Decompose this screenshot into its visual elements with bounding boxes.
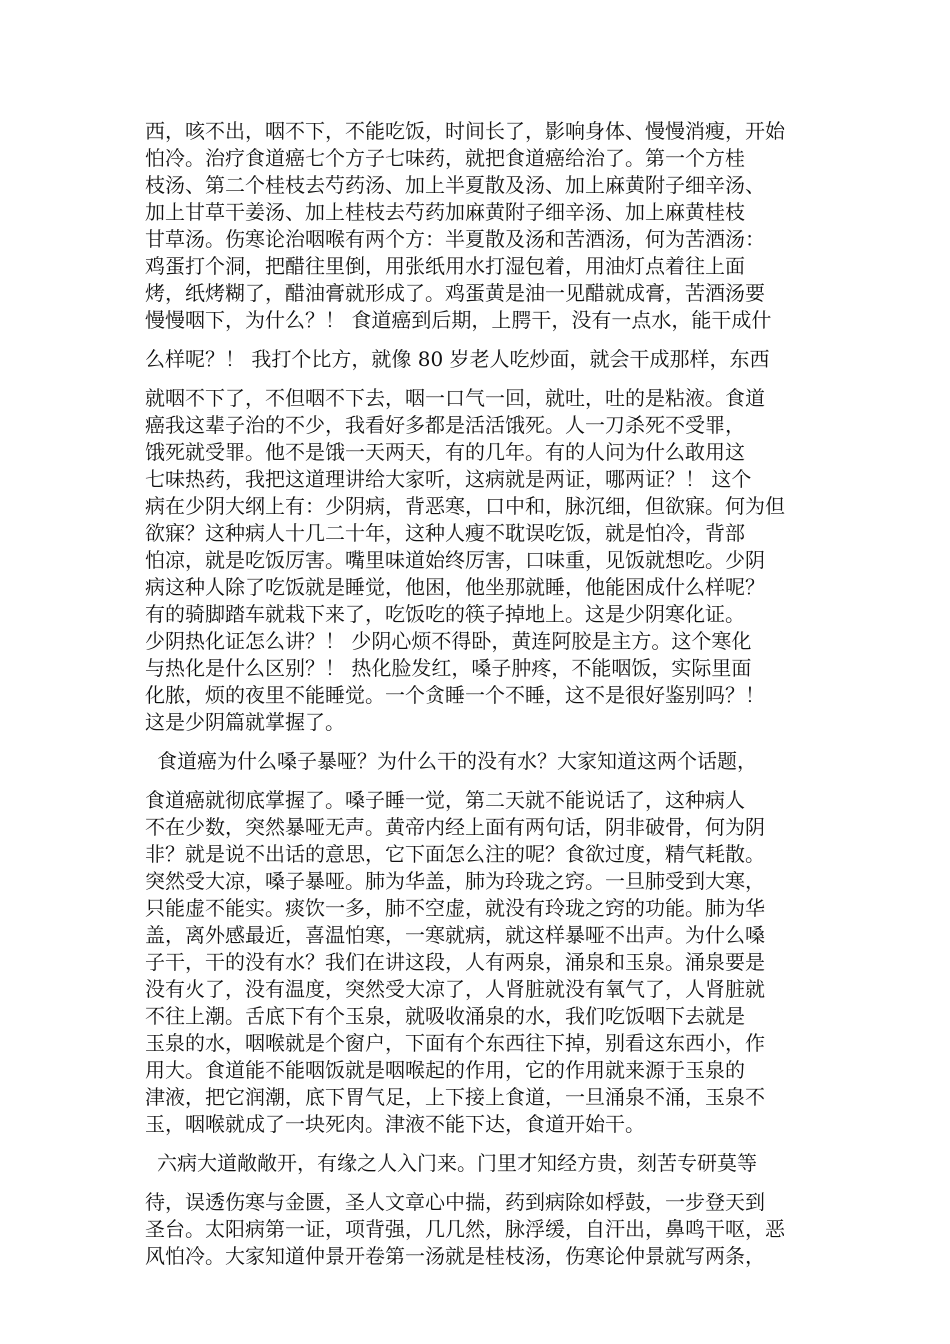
text-line: 非？就是说不出话的意思，它下面怎么注的呢？食欲过度，精气耗散。	[145, 842, 765, 866]
text-line: 圣台。太阳病第一证，项背强，几几然，脉浮缓，自汗出，鼻鸣干呕，恶	[145, 1217, 785, 1241]
text-line: 甘草汤。伤寒论治咽喉有两个方：半夏散及汤和苦酒汤，何为苦酒汤：	[145, 227, 765, 251]
text-line: 玉，咽喉就成了一块死肉。津液不能下达，食道开始干。	[145, 1112, 645, 1136]
text-line: 食道癌就彻底掌握了。嗓子睡一觉，第二天就不能说话了，这种病人	[145, 788, 745, 812]
text-line: 食道癌为什么嗓子暴哑？为什么干的没有水？大家知道这两个话题，	[157, 749, 757, 773]
text-line: 少阴热化证怎么讲？！ 少阴心烦不得卧，黄连阿胶是主方。这个寒化	[145, 629, 752, 653]
paragraph	[145, 118, 821, 736]
text-line: 病这种人除了吃饭就是睡觉，他困，他坐那就睡，他能困成什么样呢？	[145, 575, 765, 599]
text-line: 玉泉的水，咽喉就是个窗户，下面有个东西往下掉，别看这东西小，作	[145, 1031, 765, 1055]
text-line: 鸡蛋打个洞，把醋往里倒，用张纸用水打湿包着，用油灯点着往上面	[145, 254, 745, 278]
text-line: 慢慢咽下，为什么？！ 食道癌到后期，上腭干，没有一点水，能干成什	[145, 308, 772, 332]
text-line: 不往上潮。舌底下有个玉泉，就吸收涌泉的水，我们吃饭咽下去就是	[145, 1004, 745, 1028]
text-line: 不在少数，突然暴哑无声。黄帝内经上面有两句话，阴非破骨，何为阴	[145, 815, 765, 839]
text-line: 病在少阴大纲上有：少阴病，背恶寒，口中和，脉沉细，但欲寐。何为但	[145, 494, 785, 518]
text-line: 癌我这辈子治的不少，我看好多都是活活饿死。人一刀杀死不受罪，	[145, 413, 745, 437]
text-line: 这是少阴篇就掌握了。	[145, 710, 345, 734]
text-line: 烤，纸烤糊了，醋油膏就形成了。鸡蛋黄是油一见醋就成膏，苦酒汤要	[145, 281, 765, 305]
text-line: 就咽不下了，不但咽不下去，咽一口气一回，就吐，吐的是粘液。食道	[145, 386, 765, 410]
text-line: 怕凉，就是吃饭厉害。嘴里味道始终厉害，口味重，见饭就想吃。少阴	[145, 548, 765, 572]
text-line: 与热化是什么区别？！ 热化脸发红，嗓子肿疼，不能咽饭，实际里面	[145, 656, 752, 680]
text-line: 突然受大凉，嗓子暴哑。肺为华盖，肺为玲珑之窍。一旦肺受到大寒，	[145, 869, 765, 893]
paragraph	[145, 748, 821, 1138]
text-line: 西，咳不出，咽不下，不能吃饭，时间长了，影响身体、慢慢消瘦，开始	[145, 119, 785, 143]
text-line: 只能虚不能实。痰饮一多，肺不空虚，就没有玲珑之窍的功能。肺为华	[145, 896, 765, 920]
text-line: 枝汤、第二个桂枝去芍药汤、加上半夏散及汤、加上麻黄附子细辛汤、	[145, 173, 765, 197]
text-line: 六病大道敞敞开，有缘之人入门来。门里才知经方贵，刻苦专研莫等	[157, 1151, 757, 1175]
paragraph	[145, 1150, 821, 1270]
text-line: 么样呢？！ 我打个比方，就像 80 岁老人吃炒面，就会干成那样，东西	[145, 347, 770, 371]
text-line: 加上甘草干姜汤、加上桂枝去芍药加麻黄附子细辛汤、加上麻黄桂枝	[145, 200, 745, 224]
text-line: 饿死就受罪。他不是饿一天两天，有的几年。有的人问为什么敢用这	[145, 440, 745, 464]
text-line: 没有火了，没有温度，突然受大凉了，人肾脏就没有氧气了，人肾脏就	[145, 977, 765, 1001]
document-page	[145, 118, 821, 1270]
text-line: 盖，离外感最近，喜温怕寒，一寒就病，就这样暴哑不出声。为什么嗓	[145, 923, 765, 947]
text-line: 用大。食道能不能咽饭就是咽喉起的作用，它的作用就来源于玉泉的	[145, 1058, 745, 1082]
text-line: 化脓，烦的夜里不能睡觉。一个贪睡一个不睡，这不是很好鉴别吗？！	[145, 683, 765, 707]
text-line: 有的骑脚踏车就栽下来了，吃饭吃的筷子掉地上。这是少阴寒化证。	[145, 602, 745, 626]
text-line: 风怕冷。大家知道仲景开卷第一汤就是桂枝汤，伤寒论仲景就写两条，	[145, 1244, 765, 1268]
text-line: 怕冷。治疗食道癌七个方子七味药，就把食道癌给治了。第一个方桂	[145, 146, 745, 170]
text-line: 欲寐？这种病人十几二十年，这种人瘦不耽误吃饭，就是怕冷，背部	[145, 521, 745, 545]
text-line: 七味热药，我把这道理讲给大家听，这病就是两证，哪两证？！ 这个	[145, 467, 752, 491]
text-line: 子干，干的没有水？我们在讲这段，人有两泉，涌泉和玉泉。涌泉要是	[145, 950, 765, 974]
text-line: 待，误透伤寒与金匮，圣人文章心中揣，药到病除如桴鼓，一步登天到	[145, 1190, 765, 1214]
text-line: 津液，把它润潮，底下胃气足，上下接上食道，一旦涌泉不涌，玉泉不	[145, 1085, 765, 1109]
